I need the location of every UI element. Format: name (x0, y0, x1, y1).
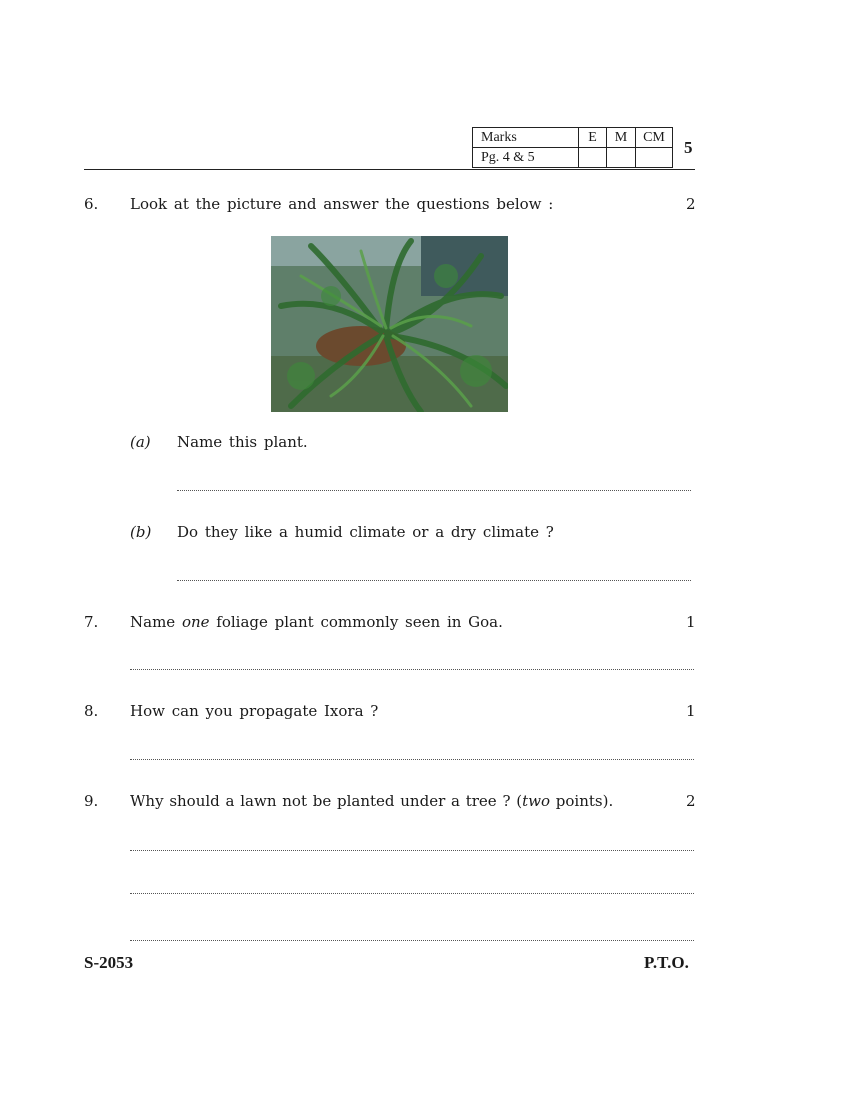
q6-marks: 2 (686, 195, 696, 213)
q6-number: 6. (84, 195, 99, 213)
marks-table (472, 127, 673, 168)
q8-text: How can you propagate Ixora ? (130, 702, 379, 720)
marks-label: Marks (473, 128, 579, 148)
pto-label: P.T.O. (644, 953, 689, 972)
fern-plant-photo-icon (271, 236, 508, 412)
page-number: 5 (684, 138, 693, 157)
q7-number: 7. (84, 613, 99, 631)
col-m-cell[interactable] (607, 148, 636, 168)
q8-number: 8. (84, 702, 99, 720)
col-m-header: M (607, 128, 636, 148)
q7-text: Name one foliage plant commonly seen in Goa. (130, 613, 503, 631)
q6b-label: (b) (130, 523, 152, 541)
q6a-text: Name this plant. (177, 433, 308, 451)
pages-label: Pg. 4 & 5 (473, 148, 579, 168)
header-rule (84, 169, 695, 170)
q6b-text: Do they like a humid climate or a dry climate ? (177, 523, 554, 541)
q9-answer-line-1[interactable] (130, 850, 694, 851)
col-cm-header: CM (636, 128, 673, 148)
q6-text: Look at the picture and answer the questions below : (130, 195, 554, 213)
q8-marks: 1 (686, 702, 696, 720)
q9-answer-line-3[interactable] (130, 940, 694, 941)
paper-code: S-2053 (84, 953, 134, 972)
q8-answer-line[interactable] (130, 759, 694, 760)
q6b-answer-line[interactable] (177, 580, 691, 581)
q9-text: Why should a lawn not be planted under a tree ? (two points). (130, 792, 614, 810)
q9-answer-line-2[interactable] (130, 893, 694, 894)
col-e-cell[interactable] (579, 148, 607, 168)
q9-marks: 2 (686, 792, 696, 810)
col-e-header: E (579, 128, 607, 148)
q7-answer-line[interactable] (130, 669, 694, 670)
q7-marks: 1 (686, 613, 696, 631)
col-cm-cell[interactable] (636, 148, 673, 168)
q6a-label: (a) (130, 433, 151, 451)
q6a-answer-line[interactable] (177, 490, 691, 491)
q9-number: 9. (84, 792, 99, 810)
